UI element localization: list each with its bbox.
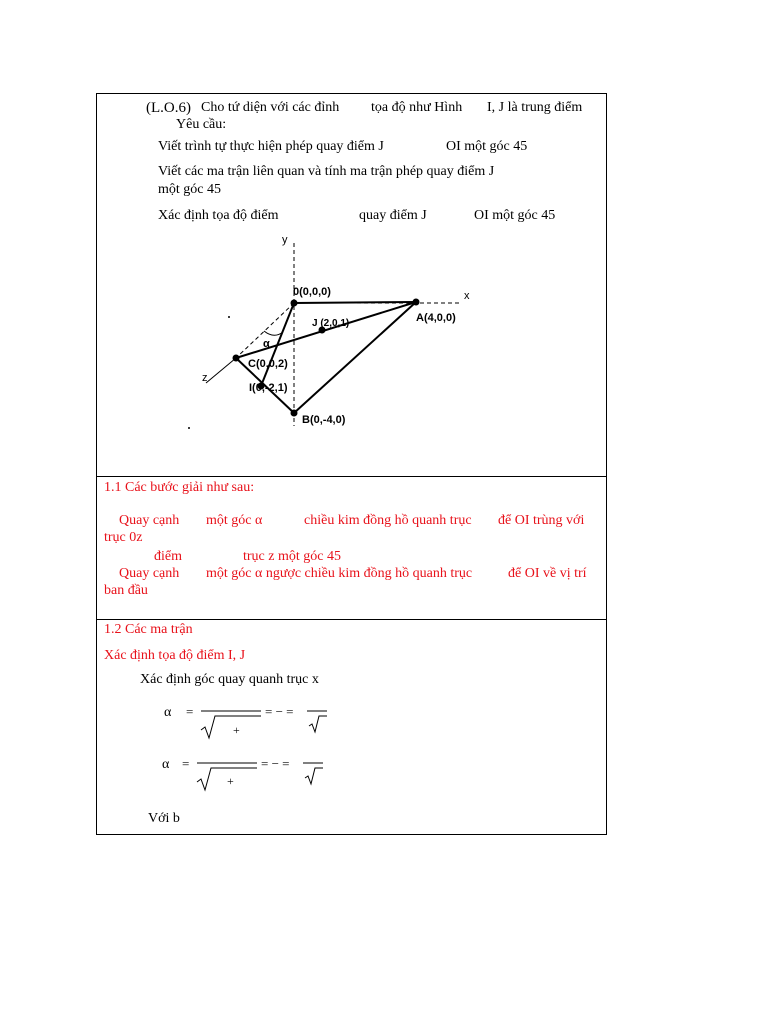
formula-1-equals-dash: = − = — [265, 704, 294, 719]
step-1-goal: để OI trùng với — [498, 513, 585, 528]
label-b: B(0,-4,0) — [302, 414, 346, 426]
step-1-axis: trục 0z — [104, 530, 143, 545]
stray-dot — [228, 316, 230, 318]
step-1-rotate-edge: Quay cạnh — [119, 513, 180, 528]
matrices-subtitle: Xác định tọa độ điểm I, J — [104, 648, 246, 663]
requirement-1: Viết trình tự thực hiện phép quay điểm J — [158, 139, 384, 154]
step-3-rotate-edge: Quay cạnh — [119, 566, 180, 581]
edge-oa — [294, 302, 416, 303]
point-c — [233, 355, 240, 362]
tetrahedron-figure — [186, 231, 486, 443]
problem-intro: Cho tứ diện với các đỉnh — [201, 100, 340, 115]
label-o: 0(0,0,0) — [293, 286, 331, 298]
step-3-goal: để OI về vị trí — [508, 566, 587, 581]
axis-y-label: y — [282, 234, 288, 246]
formula-2-equals: = — [182, 756, 190, 771]
label-j: J (2,0,1) — [312, 318, 350, 329]
label-i: I(0,-2,1) — [249, 382, 288, 394]
formula-2-plus: + — [227, 774, 234, 788]
matrices-cell — [97, 620, 606, 835]
formula-2-sqrt-icon-2 — [305, 768, 323, 784]
footer-note: Với b — [148, 811, 180, 826]
requirement-2-angle: một góc 45 — [158, 182, 221, 197]
step-3-direction: một góc α ngược chiều kim đồng hồ quanh trục — [206, 566, 473, 581]
requirements-label: Yêu cầu: — [176, 117, 227, 132]
requirement-3: Xác định tọa độ điểm — [158, 208, 279, 223]
steps-cell — [97, 477, 606, 620]
alpha-arc — [264, 331, 283, 335]
formula-1-sqrt-icon — [201, 716, 261, 738]
formula-1-plus: + — [233, 723, 240, 737]
requirement-1-angle: OI một góc 45 — [446, 139, 528, 154]
problem-intro-midpoints: I, J là trung điểm — [487, 100, 583, 115]
exercise-table — [96, 93, 607, 835]
alpha-formulas — [157, 700, 347, 800]
formula-2-alpha: α — [162, 757, 170, 772]
step-3-restore: ban đầu — [104, 583, 148, 598]
label-a: A(4,0,0) — [416, 312, 456, 324]
step-1-angle: một góc α — [206, 513, 263, 528]
step-2-rotate: trục z một góc 45 — [243, 549, 341, 564]
requirement-2: Viết các ma trận liên quan và tính ma trận phép quay điểm J — [158, 164, 495, 179]
stray-dot — [188, 427, 190, 429]
label-alpha: α — [263, 338, 270, 350]
formula-1-alpha: α — [164, 705, 172, 720]
point-b — [291, 410, 298, 417]
requirement-3-angle: OI một góc 45 — [474, 208, 556, 223]
problem-intro-coords: tọa độ như Hình — [371, 100, 463, 115]
step-2-point: điểm — [154, 549, 182, 564]
point-a — [413, 299, 420, 306]
requirement-3-rotate: quay điểm J — [359, 208, 427, 223]
axis-z-label: z — [202, 372, 208, 384]
problem-code: (L.O.6) — [146, 100, 191, 116]
z-axis-line — [206, 358, 236, 383]
angle-label: Xác định góc quay quanh trục x — [140, 672, 319, 687]
problem-cell — [97, 94, 606, 477]
formula-1-sqrt-icon-2 — [309, 716, 327, 732]
step-1-direction: chiều kim đồng hồ quanh trục — [304, 513, 472, 528]
label-c: C(0,0,2) — [248, 358, 288, 370]
matrices-title: 1.2 Các ma trận — [104, 622, 193, 637]
formula-1-equals: = — [186, 704, 194, 719]
steps-title: 1.1 Các bước giải như sau: — [104, 480, 255, 495]
axis-x-label: x — [464, 290, 470, 302]
point-o — [291, 300, 298, 307]
formula-2-equals-dash: = − = — [261, 756, 290, 771]
